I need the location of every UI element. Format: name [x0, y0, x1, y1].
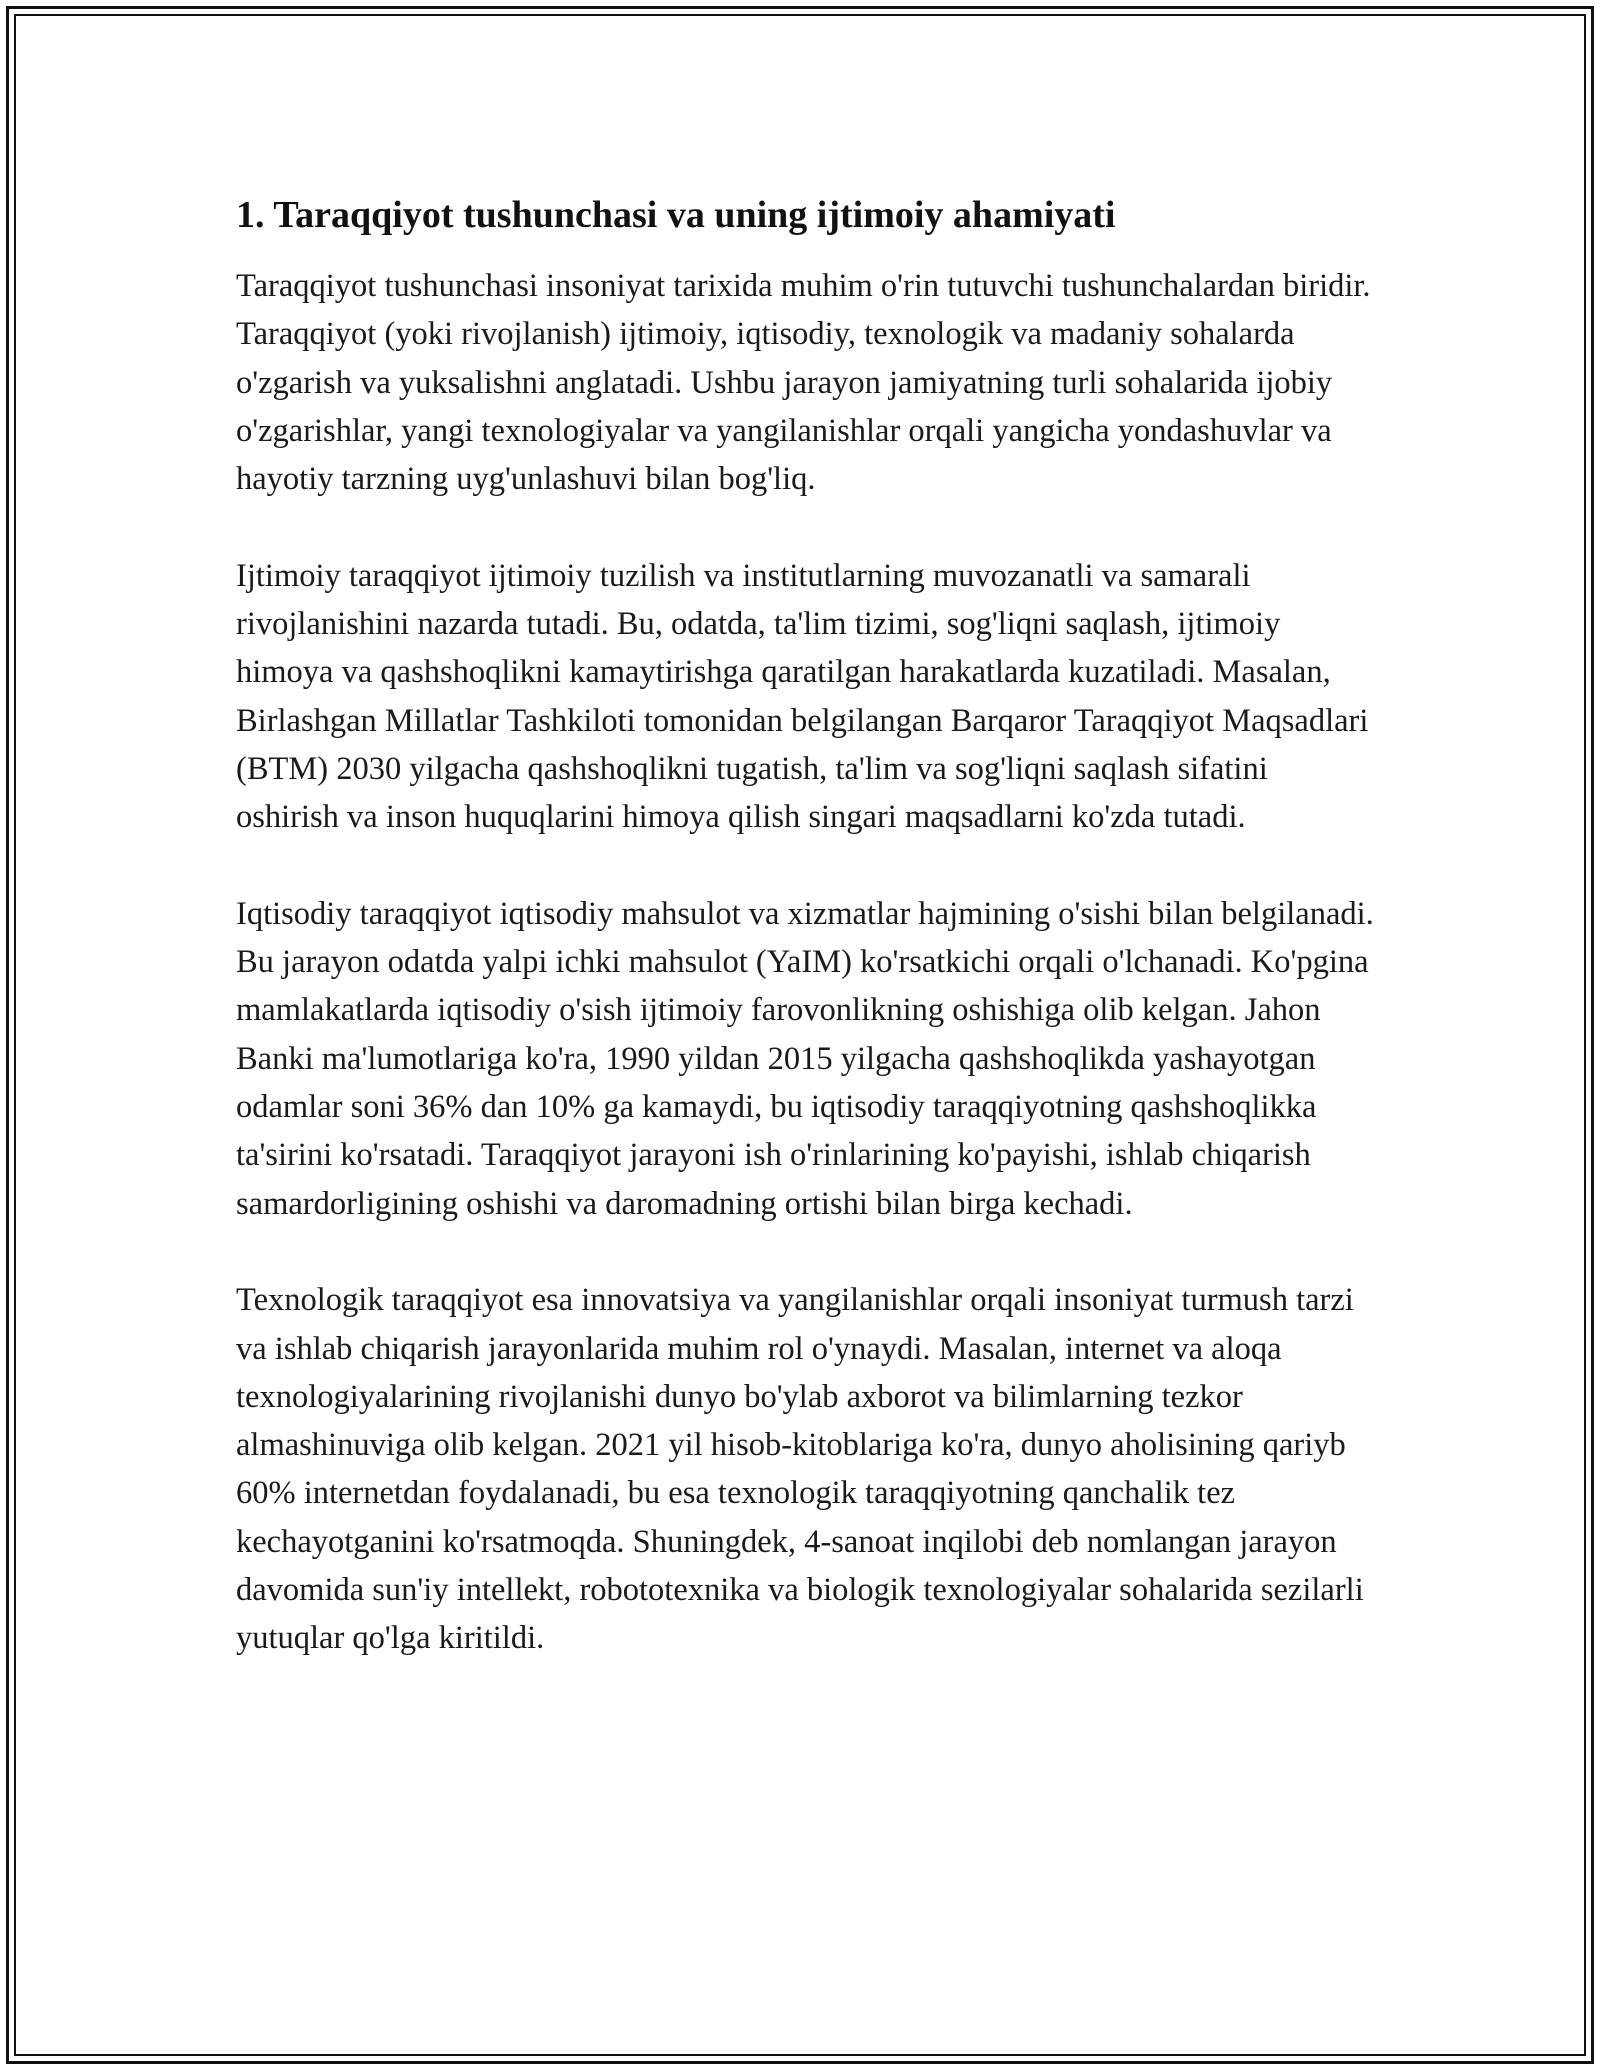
section-title: 1. Taraqqiyot tushunchasi va uning ijtimoiy ahamiyati — [236, 194, 1116, 236]
paragraph-economic-progress: Iqtisodiy taraqqiyot iqtisodiy mahsulot va xizmatlar hajmining o'sishi bilan belgilanadi. Bu jarayon odatda yalpi ichki mahsulot (YaIM) ko'rsatkichi orqali o'lchanadi. Ko'pgina mamlakatlarda iqtisodiy o'sish ijtimoiy farovonlikning oshishiga olib kelgan. Jahon Banki ma'lumotlariga ko'ra, 1990 yildan 2015 yilgacha qashshoqlikda yashayotgan odamlar soni 36% dan 10% ga kamaydi, bu iqtisodiy taraqqiyotning qashshoqlikka ta'sirini ko'rsatadi. Taraqqiyot jarayoni ish o'rinlarining ko'payishi, ishlab chiqarish samardorligining oshishi va daromadning ortishi bilan birga kechadi. — [236, 895, 1374, 1222]
paragraph-technological-progress: Texnologik taraqqiyot esa innovatsiya va yangilanishlar orqali insoniyat turmush tarzi va ishlab chiqarish jarayonlarida muhim rol o'ynaydi. Masalan, internet va aloqa texnologiyalarining rivojlanishi dunyo bo'ylab axborot va bilimlarning tezkor almashinuviga olib kelgan. 2021 yil hisob-kitoblariga ko'ra, dunyo aholisining qariyb 60% internetdan foydalanadi, bu esa texnologik taraqqiyotning qanchalik tez kechayotganini ko'rsatmoqda. Shuningdek, 4-sanoat inqilobi deb nomlangan jarayon davomida sun'iy intellekt, robototexnika va biologik texnologiyalar sohalarida sezilarli yutuqlar qo'lga kiritildi. — [236, 1282, 1364, 1657]
paragraph-intro: Taraqqiyot tushunchasi insoniyat tarixida muhim o'rin tutuvchi tushunchalardan biridir. Taraqqiyot (yoki rivojlanish) ijtimoiy, iqtisodiy, texnologik va madaniy sohalarda o'zgarish va yuksalishni anglatadi. Ushbu jarayon jamiyatning turli sohalarida ijobiy o'zgarishlar, yangi texnologiyalar va yangilanishlar orqali yangicha yondashuvlar va hayotiy tarzning uyg'unlashuvi bilan bog'liq. — [236, 268, 1371, 498]
document-body — [236, 188, 1376, 1663]
paragraph-social-progress: Ijtimoiy taraqqiyot ijtimoiy tuzilish va institutlarning muvozanatli va samarali rivojlanishini nazarda tutadi. Bu, odatda, ta'lim tizimi, sog'liqni saqlash, ijtimoiy himoya va qashshoqlikni kamaytirishga qaratilgan harakatlarda kuzatiladi. Masalan, Birlashgan Millatlar Tashkiloti tomonidan belgilangan Barqaror Taraqqiyot Maqsadlari (BTM) 2030 yilgacha qashshoqlikni tugatish, ta'lim va sog'liqni saqlash sifatini oshirish va inson huquqlarini himoya qilish singari maqsadlarni ko'zda tutadi. — [236, 557, 1369, 836]
